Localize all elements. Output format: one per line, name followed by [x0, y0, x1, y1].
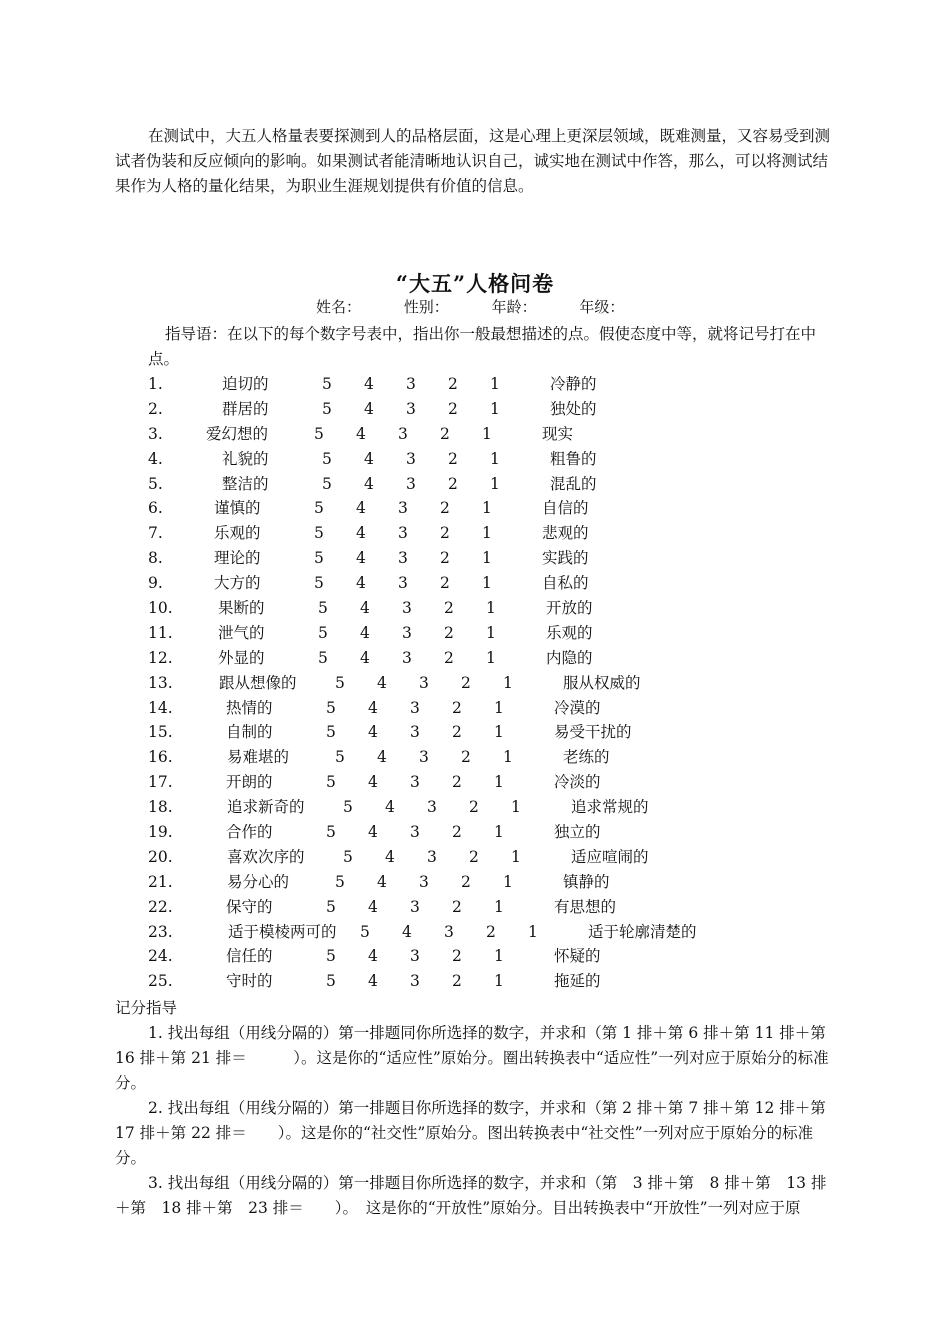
scale-option[interactable]: 2	[440, 524, 450, 543]
question-right-adjective: 适应喧闹的	[571, 847, 649, 866]
scale-option[interactable]: 4	[368, 897, 378, 916]
scale-option[interactable]: 4	[364, 399, 374, 418]
scale-option[interactable]: 5	[326, 972, 336, 991]
questionnaire-title: “大五”人格问卷	[395, 271, 555, 296]
scale-option[interactable]: 2	[448, 474, 458, 493]
scale-option[interactable]: 4	[364, 375, 374, 393]
question-row	[0, 496, 950, 521]
scale-option[interactable]: 2	[469, 847, 479, 866]
scale-option[interactable]: 2	[452, 947, 462, 966]
question-left-adjective: 跟从想像的	[219, 673, 297, 692]
question-left-adjective: 适于模棱两可的	[228, 922, 337, 941]
scale-option[interactable]: 2	[461, 872, 471, 891]
question-number: 11.	[148, 623, 173, 642]
scale-option[interactable]: 1	[490, 474, 500, 493]
question-right-adjective: 冷淡的	[554, 773, 601, 792]
scale-option[interactable]: 3	[398, 499, 408, 518]
question-row	[0, 372, 950, 397]
question-number: 19.	[148, 823, 173, 842]
scale-option[interactable]: 1	[482, 424, 492, 443]
scale-option[interactable]: 2	[448, 399, 458, 418]
question-left-adjective: 合作的	[226, 823, 273, 842]
question-row	[0, 895, 950, 920]
scoring-item: 3. 找出每组（用线分隔的）第一排题目你所选择的数字，并求和（第 3 排＋第 8 排＋第 13 排＋第 18 排＋第 23 排＝ ）。 这是你的“开放性”原始分。目出转换表中“开放性”一列对应于原	[115, 1174, 827, 1217]
question-row	[0, 920, 950, 945]
question-right-adjective: 老练的	[563, 748, 610, 767]
question-right-adjective: 粗鲁的	[550, 449, 597, 468]
question-row	[0, 546, 950, 571]
scale-option[interactable]: 4	[368, 823, 378, 842]
scoring-item: 1. 找出每组（用线分隔的）第一排题同你所选择的数字，并求和（第 1 排＋第 6 排＋第 11 排＋第 16 排＋第 21 排＝ ）。这是你的“适应性”原始分。圈出转换表中“适应性”一列对应于原始分的标准分。	[115, 1024, 829, 1092]
scale-option[interactable]: 1	[494, 972, 504, 991]
scale-option[interactable]: 3	[398, 424, 408, 443]
question-right-adjective: 追求常规的	[571, 798, 649, 817]
scale-option[interactable]: 5	[314, 424, 324, 443]
question-number: 21.	[148, 872, 173, 891]
question-right-adjective: 独立的	[554, 823, 601, 842]
question-right-adjective: 冷静的	[550, 375, 597, 393]
question-right-adjective: 易受干扰的	[554, 723, 632, 742]
scoring-item: 2. 找出每组（用线分隔的）第一排题目你所选择的数字，并求和（第 2 排＋第 7 排＋第 12 排＋第 17 排＋第 22 排＝ ）。这是你的“社交性”原始分。图出转换表中“社交性”一列对应于原始分的标准分。	[115, 1099, 826, 1167]
scale-option[interactable]: 4	[385, 798, 395, 817]
scale-option[interactable]: 2	[440, 549, 450, 568]
question-number: 14.	[148, 698, 173, 717]
scale-option[interactable]: 1	[490, 399, 500, 418]
scale-option[interactable]: 4	[377, 673, 387, 692]
question-left-adjective: 爱幻想的	[206, 424, 269, 443]
scale-option[interactable]: 2	[440, 574, 450, 593]
question-number: 24.	[148, 947, 173, 966]
scale-option[interactable]: 3	[410, 723, 420, 742]
question-row	[0, 447, 950, 472]
question-right-adjective: 乐观的	[546, 623, 593, 642]
scale-option[interactable]: 1	[494, 897, 504, 916]
scale-option[interactable]: 3	[444, 922, 454, 941]
scale-option[interactable]: 5	[326, 897, 336, 916]
question-number: 15.	[148, 723, 173, 742]
scale-option[interactable]: 1	[486, 623, 496, 642]
scale-option[interactable]: 2	[452, 773, 462, 792]
scale-option[interactable]: 5	[335, 748, 345, 767]
scale-option[interactable]: 3	[410, 823, 420, 842]
scale-option[interactable]: 5	[326, 823, 336, 842]
scale-option[interactable]: 3	[402, 623, 412, 642]
question-row	[0, 646, 950, 671]
scale-option[interactable]: 2	[452, 897, 462, 916]
scale-option[interactable]: 3	[398, 549, 408, 568]
scale-option[interactable]: 5	[343, 798, 353, 817]
question-number: 5.	[148, 474, 163, 493]
scale-option[interactable]: 4	[368, 723, 378, 742]
scale-option[interactable]: 5	[326, 947, 336, 966]
scale-option[interactable]: 3	[419, 748, 429, 767]
question-left-adjective: 群居的	[222, 399, 269, 418]
question-left-adjective: 谨慎的	[214, 499, 261, 518]
scale-option[interactable]: 5	[322, 474, 332, 493]
scale-option[interactable]: 1	[494, 723, 504, 742]
scale-option[interactable]: 1	[482, 549, 492, 568]
scale-option[interactable]: 4	[368, 698, 378, 717]
question-left-adjective: 整洁的	[222, 474, 269, 493]
question-row	[0, 422, 950, 447]
scale-option[interactable]: 5	[314, 549, 324, 568]
question-right-adjective: 怀疑的	[554, 947, 601, 966]
scale-option[interactable]: 2	[448, 449, 458, 468]
question-row	[0, 696, 950, 721]
scale-option[interactable]: 4	[356, 499, 366, 518]
question-number: 7.	[148, 524, 163, 543]
scale-option[interactable]: 3	[402, 648, 412, 667]
question-left-adjective: 易难堪的	[227, 748, 290, 767]
field-age: 年龄：	[491, 298, 537, 316]
scale-option[interactable]: 4	[402, 922, 412, 941]
question-row	[0, 820, 950, 845]
scale-option[interactable]: 5	[318, 648, 328, 667]
respondent-fields	[316, 296, 662, 317]
scale-option[interactable]: 4	[356, 574, 366, 593]
question-number: 10.	[148, 599, 173, 618]
scale-option[interactable]: 3	[410, 897, 420, 916]
scale-option[interactable]: 4	[368, 773, 378, 792]
question-number: 1.	[148, 375, 163, 393]
question-right-adjective: 独处的	[550, 399, 597, 418]
scale-option[interactable]: 2	[452, 698, 462, 717]
question-right-adjective: 内隐的	[546, 648, 593, 667]
question-number: 6.	[148, 499, 163, 518]
question-number: 16.	[148, 748, 173, 767]
scale-option[interactable]: 5	[326, 773, 336, 792]
scale-option[interactable]: 2	[440, 424, 450, 443]
scale-option[interactable]: 5	[318, 623, 328, 642]
scale-option[interactable]: 3	[410, 698, 420, 717]
scale-option[interactable]: 1	[494, 698, 504, 717]
scale-option[interactable]: 2	[444, 599, 454, 618]
scale-option[interactable]: 2	[461, 748, 471, 767]
scale-option[interactable]: 1	[482, 574, 492, 593]
scale-option[interactable]: 1	[511, 847, 521, 866]
scale-option[interactable]: 4	[385, 847, 395, 866]
scale-option[interactable]: 1	[528, 922, 538, 941]
intro-paragraph: 在测试中，大五人格量表要探测到人的品格层面，这是心理上更深层领域，既难测量，又容易受到测试者伪装和反应倾向的影响。如果测试者能清晰地认识自己，诚实地在测试中作答，那么，可以将测试结果作为人格的量化结果，为职业生涯规划提供有价值的信息。	[115, 127, 831, 195]
scale-option[interactable]: 5	[314, 524, 324, 543]
scale-option[interactable]: 3	[419, 872, 429, 891]
question-right-adjective: 有思想的	[554, 897, 617, 916]
question-row	[0, 521, 950, 546]
scale-option[interactable]: 4	[364, 474, 374, 493]
question-number: 2.	[148, 399, 163, 418]
question-right-adjective: 自信的	[542, 499, 589, 518]
scale-option[interactable]: 2	[440, 499, 450, 518]
scale-option[interactable]: 4	[360, 623, 370, 642]
question-list	[0, 372, 950, 994]
scale-option[interactable]: 2	[461, 673, 471, 692]
question-left-adjective: 泄气的	[218, 623, 265, 642]
question-right-adjective: 混乱的	[550, 474, 597, 493]
question-left-adjective: 追求新奇的	[227, 798, 305, 817]
question-left-adjective: 守时的	[226, 972, 273, 991]
question-right-adjective: 实践的	[542, 549, 589, 568]
scale-option[interactable]: 4	[360, 648, 370, 667]
scale-option[interactable]: 5	[335, 673, 345, 692]
question-left-adjective: 保守的	[226, 897, 273, 916]
question-left-adjective: 大方的	[214, 574, 261, 593]
scale-option[interactable]: 1	[490, 375, 500, 393]
question-left-adjective: 果断的	[218, 599, 265, 618]
question-row	[0, 969, 950, 994]
question-right-adjective: 服从权威的	[563, 673, 641, 692]
scale-option[interactable]: 2	[452, 723, 462, 742]
question-right-adjective: 开放的	[546, 599, 593, 618]
scale-option[interactable]: 4	[356, 549, 366, 568]
scoring-heading: 记分指导	[115, 999, 178, 1017]
instructions-paragraph: 指导语：在以下的每个数字号表中，指出你一般最想描述的点。假使态度中等，就将记号打在中点。	[148, 325, 817, 368]
scale-option[interactable]: 1	[486, 599, 496, 618]
scale-option[interactable]: 1	[494, 823, 504, 842]
scale-option[interactable]: 2	[448, 375, 458, 393]
question-number: 8.	[148, 549, 163, 568]
question-left-adjective: 乐观的	[214, 524, 261, 543]
question-row	[0, 397, 950, 422]
question-right-adjective: 拖延的	[554, 972, 601, 991]
question-left-adjective: 理论的	[214, 549, 261, 568]
question-row	[0, 870, 950, 895]
scale-option[interactable]: 4	[377, 748, 387, 767]
scale-option[interactable]: 1	[486, 648, 496, 667]
scale-option[interactable]: 1	[511, 798, 521, 817]
scale-option[interactable]: 2	[444, 623, 454, 642]
scale-option[interactable]: 5	[322, 375, 332, 393]
scale-option[interactable]: 5	[314, 574, 324, 593]
question-left-adjective: 开朗的	[226, 773, 273, 792]
question-number: 22.	[148, 897, 173, 916]
question-left-adjective: 热情的	[226, 698, 273, 717]
question-left-adjective: 外显的	[218, 648, 265, 667]
scale-option[interactable]: 3	[406, 474, 416, 493]
scale-option[interactable]: 1	[490, 449, 500, 468]
question-right-adjective: 自私的	[542, 574, 589, 593]
scale-option[interactable]: 4	[377, 872, 387, 891]
question-row	[0, 571, 950, 596]
question-left-adjective: 易分心的	[227, 872, 290, 891]
question-left-adjective: 自制的	[226, 723, 273, 742]
scale-option[interactable]: 3	[427, 847, 437, 866]
scale-option[interactable]: 4	[356, 524, 366, 543]
scale-option[interactable]: 4	[368, 972, 378, 991]
scale-option[interactable]: 3	[402, 599, 412, 618]
question-row	[0, 845, 950, 870]
question-number: 12.	[148, 648, 173, 667]
question-right-adjective: 现实	[542, 424, 574, 443]
question-number: 3.	[148, 424, 163, 443]
scale-option[interactable]: 5	[360, 922, 370, 941]
scale-option[interactable]: 4	[360, 599, 370, 618]
scale-option[interactable]: 1	[494, 947, 504, 966]
scale-option[interactable]: 3	[398, 574, 408, 593]
scale-option[interactable]: 5	[335, 872, 345, 891]
scale-option[interactable]: 1	[482, 499, 492, 518]
scale-option[interactable]: 2	[452, 972, 462, 991]
scale-option[interactable]: 5	[318, 599, 328, 618]
scale-option[interactable]: 1	[482, 524, 492, 543]
scale-option[interactable]: 4	[368, 947, 378, 966]
question-row	[0, 745, 950, 770]
question-right-adjective: 冷漠的	[554, 698, 601, 717]
scale-option[interactable]: 3	[419, 673, 429, 692]
scale-option[interactable]: 2	[469, 798, 479, 817]
question-number: 17.	[148, 773, 173, 792]
question-row	[0, 770, 950, 795]
scale-option[interactable]: 3	[410, 947, 420, 966]
question-left-adjective: 喜欢次序的	[227, 847, 305, 866]
question-right-adjective: 适于轮廓清楚的	[588, 922, 697, 941]
scale-option[interactable]: 3	[427, 798, 437, 817]
question-right-adjective: 镇静的	[563, 872, 610, 891]
question-row	[0, 621, 950, 646]
scale-option[interactable]: 1	[503, 673, 513, 692]
scale-option[interactable]: 5	[314, 499, 324, 518]
question-left-adjective: 迫切的	[222, 375, 269, 393]
question-number: 13.	[148, 673, 173, 692]
question-row	[0, 944, 950, 969]
question-number: 9.	[148, 574, 163, 593]
question-row	[0, 596, 950, 621]
scale-option[interactable]: 5	[343, 847, 353, 866]
scale-option[interactable]: 4	[356, 424, 366, 443]
scale-option[interactable]: 2	[486, 922, 496, 941]
question-row	[0, 671, 950, 696]
question-right-adjective: 悲观的	[542, 524, 589, 543]
question-number: 23.	[148, 922, 173, 941]
scale-option[interactable]: 2	[444, 648, 454, 667]
question-left-adjective: 礼貌的	[222, 449, 269, 468]
question-row	[0, 472, 950, 497]
scale-option[interactable]: 4	[364, 449, 374, 468]
scale-option[interactable]: 3	[406, 375, 416, 393]
question-number: 20.	[148, 847, 173, 866]
scale-option[interactable]: 5	[326, 698, 336, 717]
scale-option[interactable]: 1	[503, 748, 513, 767]
field-name: 姓名：	[316, 298, 362, 316]
field-gender: 性别：	[403, 298, 449, 316]
scale-option[interactable]: 3	[410, 972, 420, 991]
scale-option[interactable]: 5	[322, 449, 332, 468]
question-number: 18.	[148, 798, 173, 817]
scale-option[interactable]: 1	[503, 872, 513, 891]
scale-option[interactable]: 3	[410, 773, 420, 792]
scale-option[interactable]: 5	[322, 399, 332, 418]
question-row	[0, 795, 950, 820]
scale-option[interactable]: 3	[406, 399, 416, 418]
scale-option[interactable]: 3	[406, 449, 416, 468]
question-row	[0, 720, 950, 745]
question-left-adjective: 信任的	[226, 947, 273, 966]
scale-option[interactable]: 3	[398, 524, 408, 543]
scale-option[interactable]: 5	[326, 723, 336, 742]
field-grade: 年级：	[579, 298, 625, 316]
question-number: 25.	[148, 972, 173, 991]
question-number: 4.	[148, 449, 163, 468]
scale-option[interactable]: 1	[494, 773, 504, 792]
scale-option[interactable]: 2	[452, 823, 462, 842]
